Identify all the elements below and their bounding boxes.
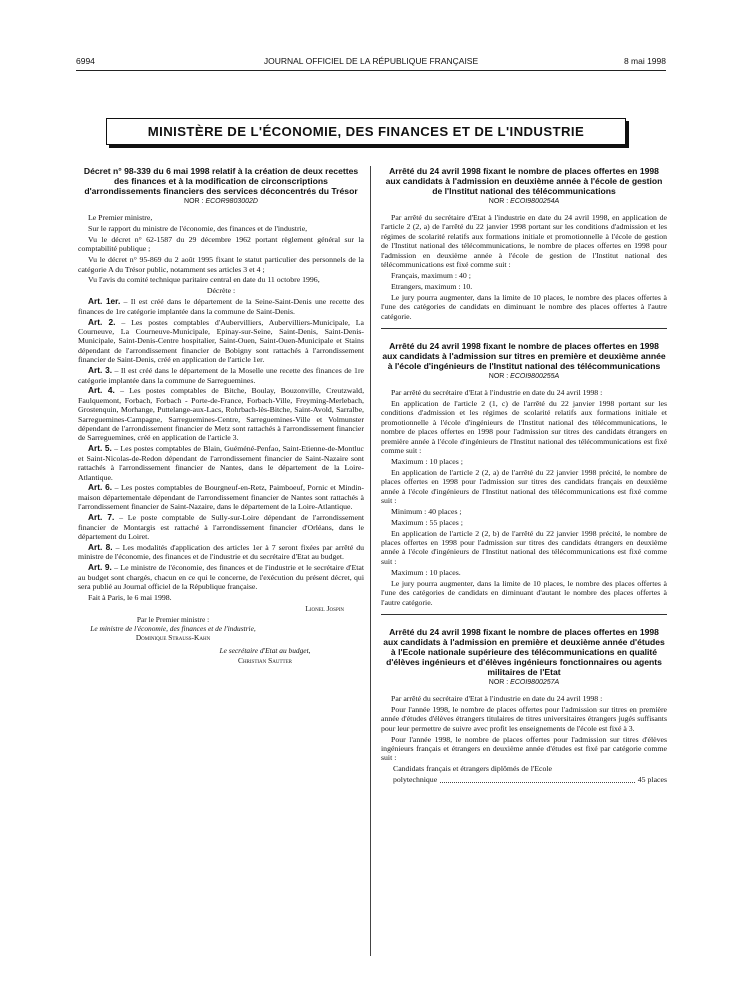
nor-code: ECOR9803002D bbox=[205, 198, 258, 205]
article bbox=[78, 444, 364, 482]
article-label: Art. 7. bbox=[88, 512, 115, 523]
article bbox=[78, 543, 364, 562]
nor-code: ECOI9800255A bbox=[510, 372, 560, 380]
arrete2-nor bbox=[381, 373, 667, 380]
decree-title: Décret n° 98-339 du 6 mai 1998 relatif à la création de deux recettes des finances et à la modification de circonscriptions d'arrondissements financiers des services déconcentrés du Trésor bbox=[83, 166, 359, 196]
preamble-line: Sur le rapport du ministre de l'économie, des finances et de l'industrie, bbox=[88, 223, 308, 233]
arrete3-para: Pour l'année 1998, le nombre de places offertes pour l'admission sur titres en première année d'études d'élèves étrangers titulaires de titres universitaires étrangers jugés suffisants pour leur permettre de suivre avec profit les enseignements de l'école est fixé à 3. bbox=[381, 704, 667, 733]
arrete2-para: En application de l'article 2 (2, a) de l'arrêté du 22 janvier 1998 précité, le nombre de places offertes en 1998 pour l'admission sur titres des candidats français en deuxième année à l'école d'ingénieurs de l'Institut national des télécommunications est fixé comme suit : bbox=[381, 467, 667, 505]
article-text: – Le poste comptable de Sully-sur-Loire dépendant de l'arrondissement financier de Montargis est rattaché à l'arrondissement financier d'Orléans, dans le département du Loiret. bbox=[78, 513, 365, 541]
section-rule bbox=[381, 328, 667, 329]
article bbox=[78, 366, 364, 385]
article-text: – Les modalités d'application des articles 1er à 7 seront fixées par arrêté du ministre de l'économie, des finances et de l'industrie et du secrétaire d'Etat au budget. bbox=[78, 542, 365, 562]
decree-column bbox=[78, 166, 364, 665]
article-label: Art. 4. bbox=[88, 385, 115, 396]
article-label: Art. 2. bbox=[88, 316, 116, 327]
category-line: Candidats français et étrangers diplômés de l'Ecole bbox=[393, 764, 553, 774]
issue-date: 8 mai 1998 bbox=[623, 56, 666, 66]
article-text: – Les postes comptables de Bitche, Boulay, Bouzonville, Creutzwald, Faulquemont, Forbach, Forbach - Porte-de-France, Forbach-Ville, Freyming-Merlebach, Grostenquin, Morhange, Puttelange-aux-Lacs, Rohrbach-lès-Bitche, Saint-Avold, Sarralbe, Sarreguemines-Campagne, Sarreguemines-Centre, Sarreguemines-Ville et Volmunster dépendant de l'arrondissement financier de Metz sont rattachés à l'arrondissement financier de Sarreguemines, créé en application de l'article 3. bbox=[78, 386, 365, 443]
secretary-role: Le secrétaire d'Etat au budget, bbox=[219, 646, 311, 656]
arrete3-title: Arrêté du 24 avril 1998 fixant le nombre de places offertes en 1998 aux candidats à l'admission en première et deuxième année d'études à l'Ecole nationale supérieure des télécommunications en qualité d'élèves ingénieurs et d'élèves ingénieurs fonctionnaires ou agents militaires de l'Etat bbox=[383, 626, 665, 677]
arrete2-line: Maximum : 10 places. bbox=[391, 567, 461, 577]
article-label: Art. 6. bbox=[88, 482, 113, 493]
decree-nor bbox=[78, 198, 364, 205]
preamble-line: Vu l'avis du comité technique paritaire central en date du 11 octobre 1996, bbox=[88, 275, 320, 285]
ministry-banner: MINISTÈRE DE L'ÉCONOMIE, DES FINANCES ET DE L'INDUSTRIE bbox=[106, 118, 626, 145]
by-pm-label: Par le Premier ministre : bbox=[136, 614, 210, 624]
article bbox=[78, 318, 364, 365]
arrete2-closing: Le jury pourra augmenter, dans la limite de 10 places, le nombre des places offertes à l'une des catégories de candidats en diminuant d'autant le nombre des places offertes à l'autre catégorie. bbox=[381, 578, 667, 607]
section-rule bbox=[381, 614, 667, 615]
article-label: Art. 1er. bbox=[88, 296, 121, 307]
nor-label: NOR : bbox=[488, 198, 509, 205]
arrete2-line: Minimum : 40 places ; bbox=[391, 506, 462, 516]
journal-title: JOURNAL OFFICIEL DE LA RÉPUBLIQUE FRANÇAISE bbox=[263, 56, 479, 66]
article-label: Art. 3. bbox=[88, 365, 113, 376]
article bbox=[78, 483, 364, 511]
arrete2-para: En application de l'article 2 (1, c) de l'arrêté du 22 janvier 1998 portant sur les conditions d'admission et les régimes de scolarité relatifs aux formations initiale et promotionnelle à l'école d'ingénieurs de l'Institut national des télécommunications, le nombre de places offertes en 1998 pour l'admission sur titres des candidats étrangers en première année à l'école d'ingénieurs de l'Institut national des télécommunications est fixé comme suit : bbox=[381, 398, 667, 455]
arrete2-line: Maximum : 10 places ; bbox=[391, 456, 463, 466]
dot-leader bbox=[440, 775, 635, 782]
nor-label: NOR : bbox=[488, 678, 509, 686]
minister-role: Le ministre de l'économie, des finances et de l'industrie, bbox=[90, 623, 256, 633]
article bbox=[78, 563, 364, 591]
category-leader-line bbox=[381, 775, 667, 784]
preamble-line: Vu le décret n° 95-869 du 2 août 1995 fixant le statut particulier des personnels de la catégorie A du Trésor public, notamment ses articles 3 et 4 ; bbox=[78, 255, 364, 274]
nor-code: ECOI9800257A bbox=[510, 678, 560, 686]
arrete2-title: Arrêté du 24 avril 1998 fixant le nombre de places offertes en 1998 aux candidats à l'admission sur titres en première et deuxième année à l'école d'ingénieurs de l'Institut national des télécommunications bbox=[382, 340, 666, 371]
article-label: Art. 5. bbox=[88, 443, 112, 454]
article-text: – Les postes comptables de Bourgneuf-en-Retz, Paimboeuf, Pornic et Mindin-maison départementale dépendant de l'arrondissement financier de Nantes sont rattachés à l'arrondissement financier de Saint-Nazaire, dans le département de la Loire-Atlantique. bbox=[78, 483, 364, 512]
article-text: – Il est créé dans le département de la Moselle une recette des finances de 1re catégorie implantée dans la commune de Sarreguemines. bbox=[78, 366, 364, 385]
arrete2-para: En application de l'article 2 (2, b) de l'arrêté du 22 janvier 1998 précité, le nombre de places offertes en 1998 pour l'admission sur titres des candidats étrangers en deuxième année à l'école d'ingénieurs de l'Institut national des télécommunications est fixé comme suit : bbox=[381, 528, 667, 566]
minister-signature-block bbox=[78, 615, 268, 643]
done-at: Fait à Paris, le 6 mai 1998. bbox=[88, 592, 172, 602]
page-number: 6994 bbox=[76, 56, 95, 66]
arrete1-line: Etrangers, maximum : 10. bbox=[391, 281, 473, 291]
header-rule bbox=[76, 70, 666, 71]
arrete1-nor bbox=[381, 198, 667, 205]
decrete-label: Décrète : bbox=[206, 286, 236, 296]
article bbox=[78, 386, 364, 442]
arrete1-title: Arrêté du 24 avril 1998 fixant le nombre de places offertes en 1998 aux candidats à l'admission en deuxième année à l'école de gestion de l'Institut national des télécommunications bbox=[385, 166, 663, 196]
arrete2-intro: Par arrêté du secrétaire d'Etat à l'industrie en date du 24 avril 1998 : bbox=[391, 387, 603, 397]
arrete3-nor bbox=[381, 679, 667, 686]
article bbox=[78, 513, 364, 541]
nor-code: ECOI9800254A bbox=[510, 198, 560, 205]
article-label: Art. 8. bbox=[88, 541, 113, 552]
pm-signature: Lionel Jospin bbox=[305, 603, 344, 613]
nor-label: NOR : bbox=[184, 198, 204, 205]
arrete2-line: Maximum : 55 places ; bbox=[391, 517, 463, 527]
arrete1-line: Français, maximum : 40 ; bbox=[391, 270, 471, 280]
article-text: – Les postes comptables d'Aubervilliers, Aubervilliers-Municipale, La Courneuve, La Courneuve-Municipale, Epinay-sur-Seine, Saint-Denis, Saint-Denis-Municipale, Saint-Denis-Centre hospitalier, Saint-Ouen, Saint-Ouen-Municipale et Stains dépendant de l'arrondissement financier de Bobigny sont rattachés à l'arrondissement financier de Saint-Denis, créé en application de l'article 1er. bbox=[78, 317, 365, 365]
secretary-name: Christian Sautter bbox=[238, 655, 292, 665]
article-text: – Les postes comptables de Blain, Guéméné-Penfao, Saint-Etienne-de-Montluc et Saint-Nicolas-de-Redon dépendant de l'arrondissement financier de Saint-Nazaire sont rattachés à l'arrondissement financier de Nantes, dans le département de la Loire-Atlantique. bbox=[78, 444, 365, 482]
article-text: – Il est créé dans le département de la Seine-Saint-Denis une recette des finances de 1re catégorie implantée dans la commune de Saint-Denis. bbox=[78, 297, 364, 316]
arrete1-closing: Le jury pourra augmenter, dans la limite de 10 places, le nombre des places offertes à l'une des catégories de candidats en diminuant le nombre des places offertes à l'autre catégorie. bbox=[381, 292, 667, 321]
category-value: 45 places bbox=[637, 775, 667, 785]
category-label: polytechnique bbox=[393, 775, 438, 785]
nor-label: NOR : bbox=[488, 372, 509, 380]
secretary-signature-block bbox=[170, 646, 360, 664]
running-header bbox=[76, 56, 666, 70]
preamble-line: Le Premier ministre, bbox=[88, 213, 153, 222]
column-separator bbox=[370, 166, 371, 956]
arretes-column bbox=[381, 166, 667, 786]
article-label: Art. 9. bbox=[88, 562, 112, 573]
arrete1-body: Par arrêté du secrétaire d'Etat à l'industrie en date du 24 avril 1998, en application de l'article 2 (2, a) de l'arrêté du 22 janvier 1998 portant sur les conditions d'admission et les régimes de scolarité relatifs aux formations initiale et promotionnelle à l'école de gestion de l'Institut national des télécommunications, le nombre de places offertes en 1998 pour l'admission en deuxième année à l'école de gestion de l'Institut national des télécommunications est fixé comme suit : bbox=[381, 213, 667, 270]
arrete3-intro: Par arrêté du secrétaire d'Etat à l'industrie en date du 24 avril 1998 : bbox=[391, 693, 603, 703]
arrete3-para: Pour l'année 1998, le nombre de places offertes pour l'admission sur titres d'élèves ingénieurs français et étrangers en deuxième année d'études est fixé par catégorie comme suit : bbox=[381, 734, 667, 763]
article-text: – Le ministre de l'économie, des finances et de l'industrie et le secrétaire d'Etat au budget sont chargés, chacun en ce qui le concerne, de l'exécution du présent décret, qui sera publié au Journal officiel de la République française. bbox=[78, 563, 365, 592]
minister-name: Dominique Strauss-Kahn bbox=[135, 633, 211, 643]
article bbox=[78, 297, 364, 316]
preamble-line: Vu le décret n° 62-1587 du 29 décembre 1962 portant règlement général sur la comptabilité publique ; bbox=[78, 234, 364, 254]
